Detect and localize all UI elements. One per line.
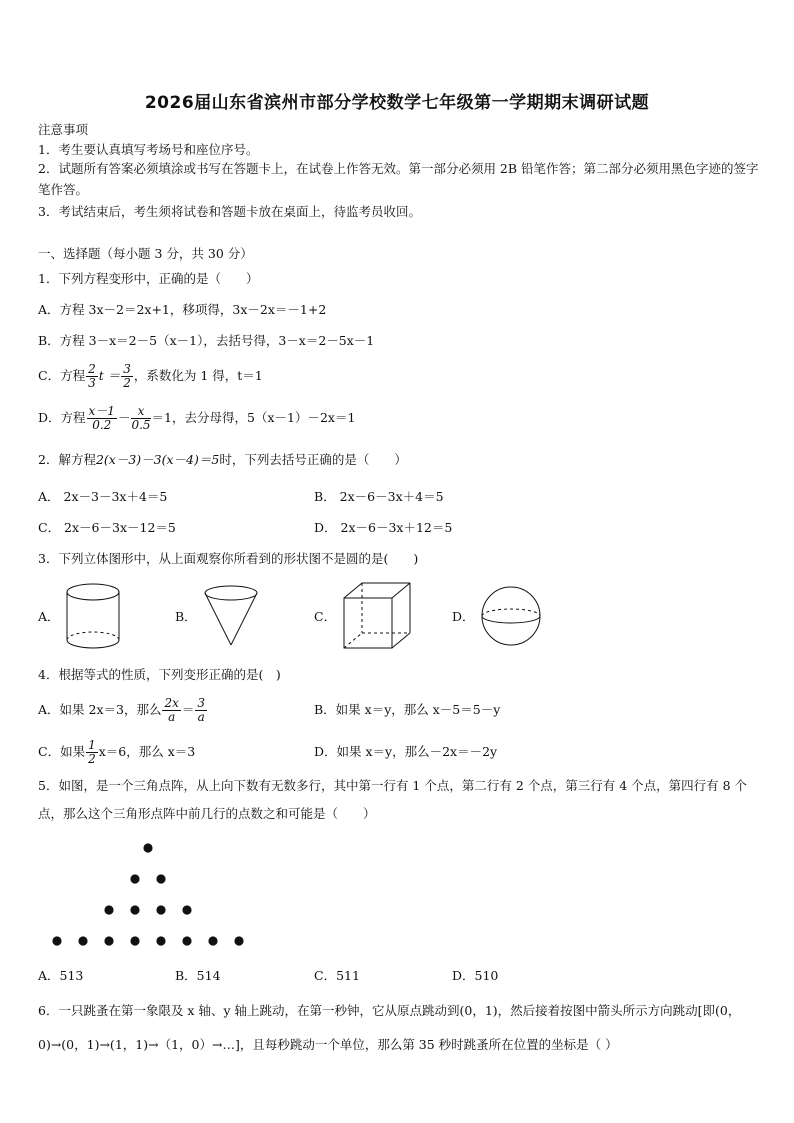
notice-heading: 注意事项 (38, 122, 89, 137)
q4-option-c: C．如果 $\frac{1}{2}$ x＝6，那么 x＝3 (38, 738, 196, 766)
notice-item-1: 1．考生要认真填写考场号和座位序号。 (38, 142, 259, 157)
q1-c-prefix: C．方程 (38, 368, 86, 383)
q1-c-mid: t ＝ (98, 368, 121, 383)
q4-stem: 4．根据等式的性质，下列变形正确的是( ) (38, 667, 281, 682)
q2-option-d: D． 2x－6－3x＋12＝5 (314, 520, 453, 535)
lattice-dot (156, 936, 165, 945)
q4-option-b: B．如果 x＝y，那么 x－5＝5－y (314, 702, 501, 717)
sphere-icon (478, 585, 544, 647)
q5-option-a: A．513 (38, 968, 84, 983)
q3-label-a: A． (38, 609, 60, 624)
cube-icon (340, 580, 414, 652)
q6-stem: 6．一只跳蚤在第一象限及 x 轴、y 轴上跳动，在第一秒钟，它从原点跳动到(0，1)，然后接着按图中箭头所示方向跳动[即(0，0)→(0，1)→(1，1)→（1，0）→…]，且每秒跳动一个单位，那么第 35 秒时跳蚤所在位置的坐标是（ ） (38, 1003, 741, 1052)
q2-option-a: A． 2x－3－3x＋4＝5 (38, 489, 168, 504)
lattice-dot (104, 936, 113, 945)
fraction: $\frac{1}{2}$ (88, 738, 96, 766)
q1-d-minus: － (117, 410, 131, 425)
q1-option-c (38, 356, 263, 396)
q5-option-b: B．514 (175, 968, 221, 983)
q3-stem: 3．下列立体图形中，从上面观察你所看到的形状图不是圆的是( ) (38, 551, 419, 566)
q1-stem: 1．下列方程变形中，正确的是（ ） (38, 271, 259, 286)
lattice-dot (208, 936, 217, 945)
q1-option-b: B．方程 3－x＝2－5（x－1），去括号得，3－x＝2－5x－1 (38, 333, 375, 348)
lattice-dot (52, 936, 61, 945)
q1-option-a: A．方程 3x－2＝2x+1，移项得，3x－2x＝－1+2 (38, 302, 327, 317)
fraction: $\frac{3}{2}$ (123, 362, 131, 390)
notice-item-2: 2．试题所有答案必须填涂或书写在答题卡上，在试卷上作答无效。第一部分必须用 2B 铅笔作答；第二部分必须用黑色字迹的签字笔作答。 (38, 161, 759, 197)
q3-label-d: D． (452, 609, 475, 624)
lattice-dot (156, 874, 165, 883)
q5-option-d: D．510 (452, 968, 499, 983)
fraction: $\frac{2}{3}$ (88, 362, 96, 390)
q2-stem: 2．解方程2(x－3)－3(x－4)＝5时，下列去括号正确的是（ ） (38, 452, 407, 467)
q2-option-b: B． 2x－6－3x＋4＝5 (314, 489, 444, 504)
section-heading: 一、选择题（每小题 3 分，共 30 分） (38, 246, 253, 261)
q1-option-d (38, 398, 355, 438)
q3-label-c: C． (314, 609, 337, 624)
fraction: $\frac{2x}{a}$ (164, 696, 179, 724)
q4-option-d: D．如果 x＝y，那么－2x＝－2y (314, 744, 498, 759)
q1-d-prefix: D．方程 (38, 410, 86, 425)
fraction: $\frac{x}{0.5}$ (131, 404, 151, 432)
exam-title: 2026届山东省滨州市部分学校数学七年级第一学期期末调研试题 (144, 93, 650, 113)
lattice-dot (130, 905, 139, 914)
q1-d-post: ＝1，去分母得，5（x－1）－2x＝1 (151, 410, 356, 425)
q5-stem: 5．如图，是一个三角点阵，从上向下数有无数多行，其中第一行有 1 个点，第二行有 2 个点，第三行有 4 个点，第四行有 8 个点，那么这个三角形点阵中前几行的点数之和可能是（ ） (38, 778, 748, 821)
cylinder-icon (62, 580, 124, 652)
lattice-dot (143, 843, 152, 852)
lattice-dot (156, 905, 165, 914)
q3-label-b: B． (175, 609, 197, 624)
lattice-dot (130, 936, 139, 945)
q2-option-c: C． 2x－6－3x－12＝5 (38, 520, 176, 535)
q1-c-post: ，系数化为 1 得，t＝1 (133, 368, 263, 383)
notice-item-3: 3．考试结束后，考生须将试卷和答题卡放在桌面上，待监考员收回。 (38, 204, 421, 219)
fraction: $\frac{3}{a}$ (197, 696, 206, 724)
lattice-dot (78, 936, 87, 945)
q4-option-a: A．如果 2x＝3，那么 $\frac{2x}{a}$ ＝ $\frac{3}{a}$ (38, 696, 206, 724)
fraction: $\frac{x-1}{0.2}$ (88, 404, 115, 432)
lattice-dot (182, 936, 191, 945)
triangle-dot-lattice (40, 838, 260, 948)
lattice-dot (104, 905, 113, 914)
lattice-dot (182, 905, 191, 914)
lattice-dot (234, 936, 243, 945)
q5-option-c: C．511 (314, 968, 360, 983)
lattice-dot (130, 874, 139, 883)
cone-icon (200, 583, 262, 649)
